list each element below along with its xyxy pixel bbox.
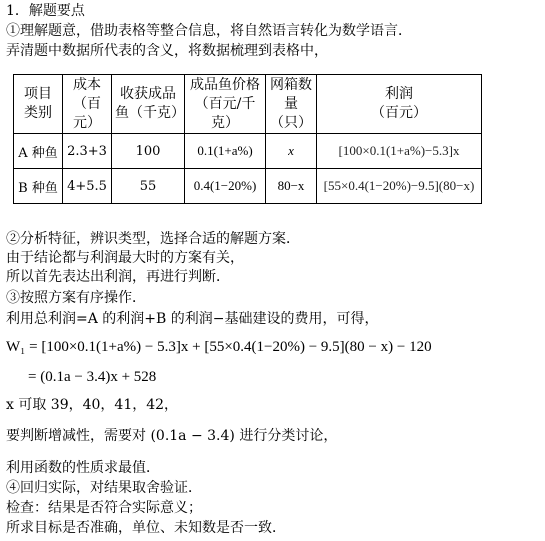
header-text: 利润 （百元）: [371, 86, 427, 121]
step3-formula-intro: 利用总利润=A 的利润+B 的利润−基础建设的费用，可得，: [6, 311, 379, 327]
table-cell: [100×0.1(1+a%)−5.3]x: [317, 134, 482, 169]
header-text: 项目 类别: [24, 86, 52, 121]
x-values: x 可取 39，40，41，42，: [6, 397, 179, 413]
check-text: 检查：结果是否符合实际意义；: [6, 500, 202, 516]
table-cell: 80−x: [266, 169, 317, 204]
section-heading: 1．解题要点: [6, 3, 85, 19]
step3-text: ③按照方案有序操作．: [6, 290, 146, 306]
step1-detail: 弄清题中数据所代表的含义，将数据梳理到表格中，: [6, 43, 328, 59]
table-cell: x: [266, 134, 317, 169]
step2-reason: 由于结论都与利润最大时的方案有关，: [6, 250, 244, 266]
header-cost: [63, 75, 112, 134]
table-cell: B 种鱼: [14, 169, 63, 204]
goal-check-text: 所求目标是否准确，单位、未知数是否一致．: [6, 520, 286, 536]
table-cell: A 种鱼: [14, 134, 63, 169]
header-text: 网箱数 量（只）: [270, 76, 312, 131]
header-text: 成品鱼价格 （百元/千克）: [190, 76, 260, 131]
table-cell: [55×0.4(1−20%)−9.5](80−x): [317, 169, 482, 204]
profit-simplified: = (0.1a − 3.4)x + 528: [28, 369, 157, 385]
step2-text: ②分析特征，辨识类型，选择合适的解题方案．: [6, 231, 300, 247]
table-cell: 0.4(1−20%): [185, 169, 266, 204]
table-cell: 100: [112, 134, 185, 169]
step3-discussion: 要判断增减性，需要对 (0.1a − 3.4) 进行分类讨论，: [6, 428, 338, 444]
table-cell: 0.1(1+a%): [185, 134, 266, 169]
table-row: [14, 169, 482, 204]
table-cell: 4+5.5: [63, 169, 112, 204]
header-text: 收获成品 鱼（千克）: [115, 86, 185, 121]
table-cell: 55: [112, 169, 185, 204]
header-category: [14, 75, 63, 134]
step4-text: ④回归实际，对结果取舍验证．: [6, 480, 202, 496]
step3-extremum: 利用函数的性质求最值．: [6, 460, 160, 476]
table-row: [14, 134, 482, 169]
table-cell: 2.3+3: [63, 134, 112, 169]
step2-conclusion: 所以首先表达出利润，再进行判断．: [6, 269, 230, 285]
header-text: 成本 （百元）: [73, 76, 101, 131]
header-harvest: [112, 75, 185, 134]
profit-equation: W₁ = [100×0.1(1+a%) − 5.3]x + [55×0.4(1−20%) − 9.5](80 − x) − 120: [6, 339, 432, 355]
header-cages: [266, 75, 317, 134]
header-profit: [317, 75, 482, 134]
step1-text: ①理解题意，借助表格等整合信息，将自然语言转化为数学语言．: [6, 23, 412, 39]
header-price: [185, 75, 266, 134]
data-table: [13, 74, 482, 204]
